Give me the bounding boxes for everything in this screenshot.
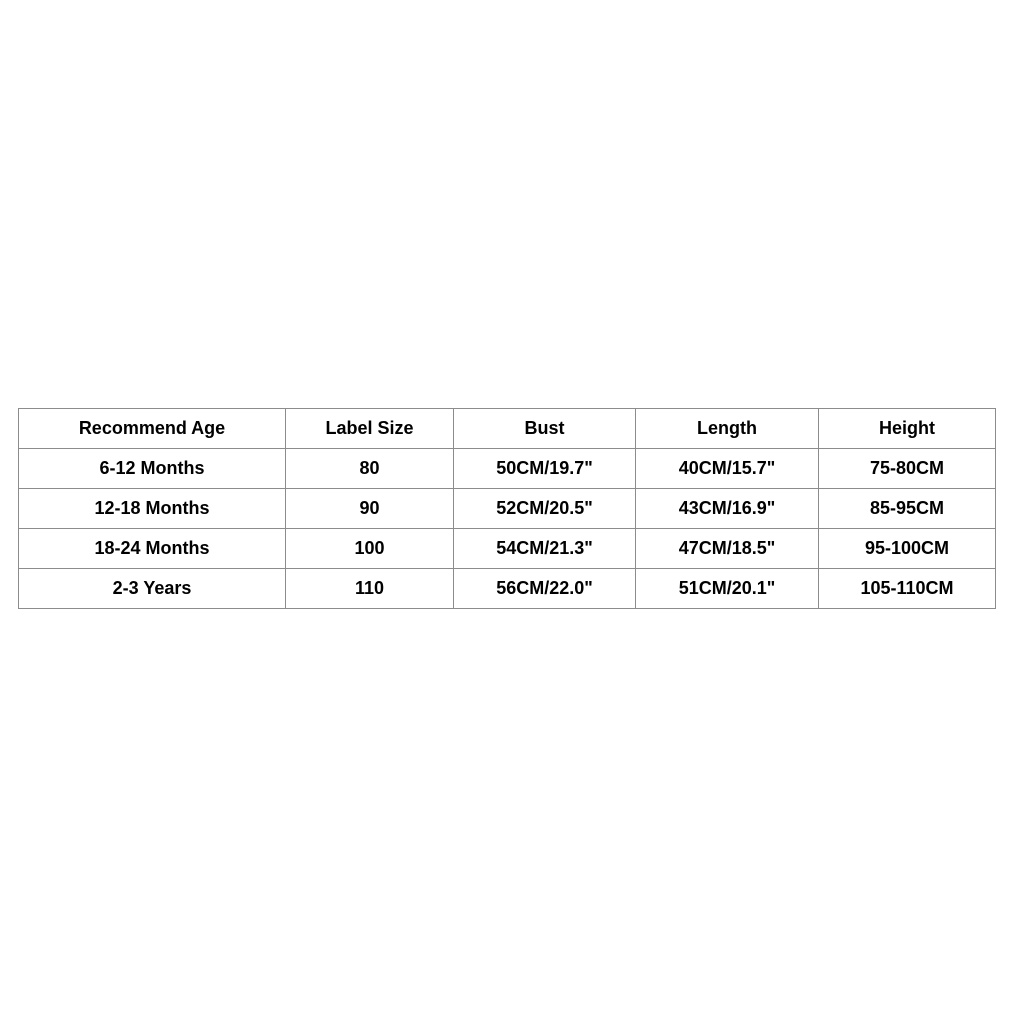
size-chart-header <box>19 409 996 449</box>
table-cell-recommend-age: 2-3 Years <box>19 569 286 609</box>
table-row <box>19 449 996 489</box>
table-cell-length: 43CM/16.9" <box>636 489 819 529</box>
table-cell-height: 105-110CM <box>819 569 996 609</box>
table-cell-label-size: 80 <box>286 449 454 489</box>
column-header-label-size: Label Size <box>286 409 454 449</box>
column-header-height: Height <box>819 409 996 449</box>
table-cell-height: 95-100CM <box>819 529 996 569</box>
table-cell-label-size: 100 <box>286 529 454 569</box>
table-row <box>19 529 996 569</box>
column-header-bust: Bust <box>454 409 636 449</box>
header-row <box>19 409 996 449</box>
column-header-recommend-age: Recommend Age <box>19 409 286 449</box>
table-cell-bust: 54CM/21.3" <box>454 529 636 569</box>
table-cell-height: 75-80CM <box>819 449 996 489</box>
table-cell-bust: 52CM/20.5" <box>454 489 636 529</box>
table-cell-bust: 56CM/22.0" <box>454 569 636 609</box>
table-cell-length: 40CM/15.7" <box>636 449 819 489</box>
table-cell-bust: 50CM/19.7" <box>454 449 636 489</box>
table-cell-label-size: 90 <box>286 489 454 529</box>
table-cell-recommend-age: 18-24 Months <box>19 529 286 569</box>
table-cell-recommend-age: 12-18 Months <box>19 489 286 529</box>
table-cell-length: 51CM/20.1" <box>636 569 819 609</box>
table-cell-length: 47CM/18.5" <box>636 529 819 569</box>
table-cell-height: 85-95CM <box>819 489 996 529</box>
size-chart-table <box>18 408 996 609</box>
table-cell-recommend-age: 6-12 Months <box>19 449 286 489</box>
column-header-length: Length <box>636 409 819 449</box>
table-row <box>19 569 996 609</box>
size-chart-body <box>19 449 996 609</box>
table-row <box>19 489 996 529</box>
table-cell-label-size: 110 <box>286 569 454 609</box>
